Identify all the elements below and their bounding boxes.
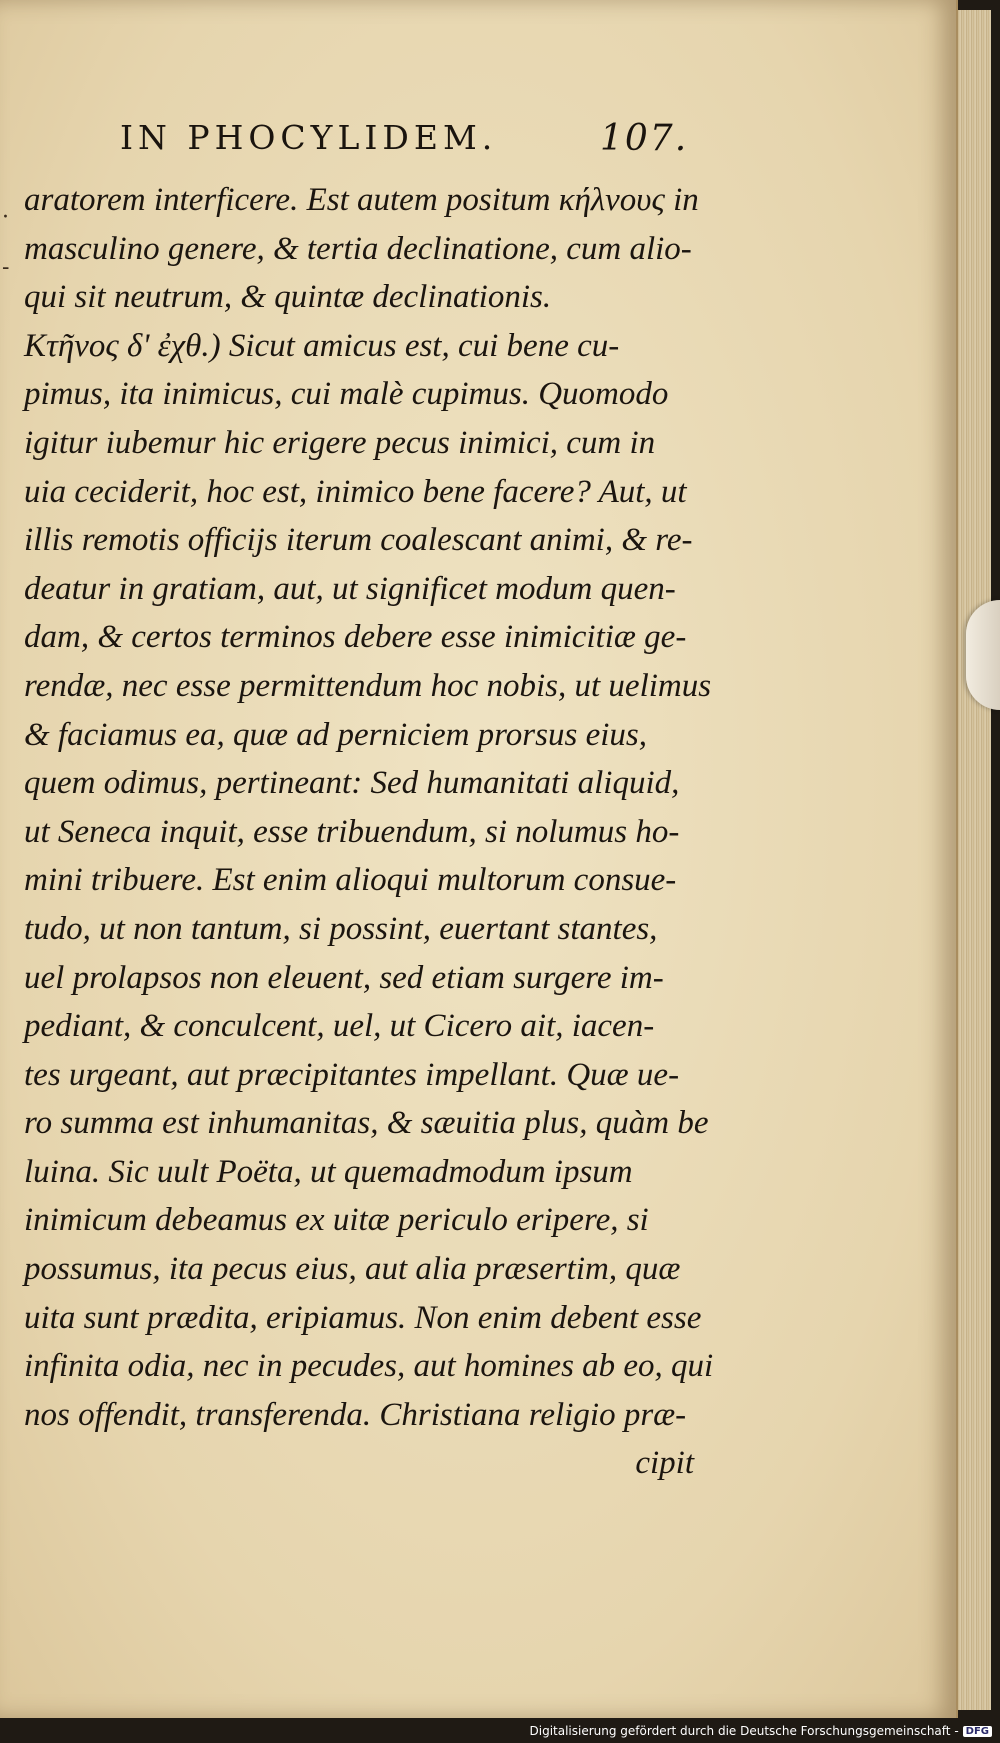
page-number: 107. [600,118,689,159]
body-text [24,176,724,1488]
text-line: rendæ, nec esse permittendum hoc nobis, ut uelimus [24,667,712,704]
text-line: pimus, ita inimicus, cui malè cupimus. Quomodo [24,376,669,413]
text-line: infinita odia, nec in pecudes, aut homines ab eo, qui [24,1348,714,1385]
digitization-footer [530,1721,993,1741]
text-line: ro summa est inhumanitas, & sæuitia plus, quàm be [24,1105,709,1142]
catchword: cipit [635,1445,694,1482]
book-fore-edge [956,10,991,1710]
text-line: aratorem interficere. Est autem positum κήλνους in [24,182,699,218]
text-line: quem odimus, pertineant: Sed humanitati aliquid, [24,765,680,802]
text-line: pediant, & conculcent, uel, ut Cicero ait, iacen- [24,1008,655,1045]
text-line: mini tribuere. Est enim alioqui multorum consue- [24,862,677,899]
text-line: ut Seneca inquit, esse tribuendum, si nolumus ho- [24,813,680,850]
footer-credit: Digitalisierung gefördert durch die Deutsche Forschungsgemeinschaft - [529,1724,959,1738]
text-line: Κτῆνος δ' ἐχθ.) Sicut amicus est, cui bene cu- [24,327,620,364]
text-line: uel prolapsos non eleuent, sed etiam surgere im- [24,959,664,996]
text-line: igitur iubemur hic erigere pecus inimici, cum in [24,424,656,461]
margin-mark: - [2,255,10,280]
text-line: possumus, ita pecus eius, aut alia præsertim, quæ [24,1251,681,1288]
page-clip [966,600,1000,710]
dfg-logo-icon: DFG [963,1726,992,1737]
running-title: IN PHOCYLIDEM. [120,118,498,157]
text-line: dam, & certos terminos debere esse inimicitiæ ge- [24,619,687,656]
text-line: luina. Sic uult Poëta, ut quemadmodum ipsum [24,1153,633,1190]
page-header [120,118,700,162]
text-line: illis remotis officijs iterum coalescant animi, & re- [24,522,693,559]
text-line: tudo, ut non tantum, si possint, euertant stantes, [24,910,658,947]
text-line: masculino genere, & tertia declinatione, cum alio- [24,230,692,267]
text-line: uita sunt prædita, eripiamus. Non enim debent esse [24,1299,702,1336]
text-line: inimicum debeamus ex uitæ periculo eripere, si [24,1202,649,1239]
text-line: & faciamus ea, quæ ad perniciem prorsus eius, [24,716,647,753]
text-line: nos offendit, transferenda. Christiana religio præ- [24,1396,687,1433]
text-line: deatur in gratiam, aut, ut significet modum quen- [24,570,676,607]
text-line: tes urgeant, aut præcipitantes impellant. Quæ ue- [24,1056,680,1093]
margin-mark: · [2,205,9,230]
text-line: uia ceciderit, hoc est, inimico bene facere? Aut, ut [24,473,687,510]
text-line: qui sit neutrum, & quintæ declinationis. [24,279,552,316]
